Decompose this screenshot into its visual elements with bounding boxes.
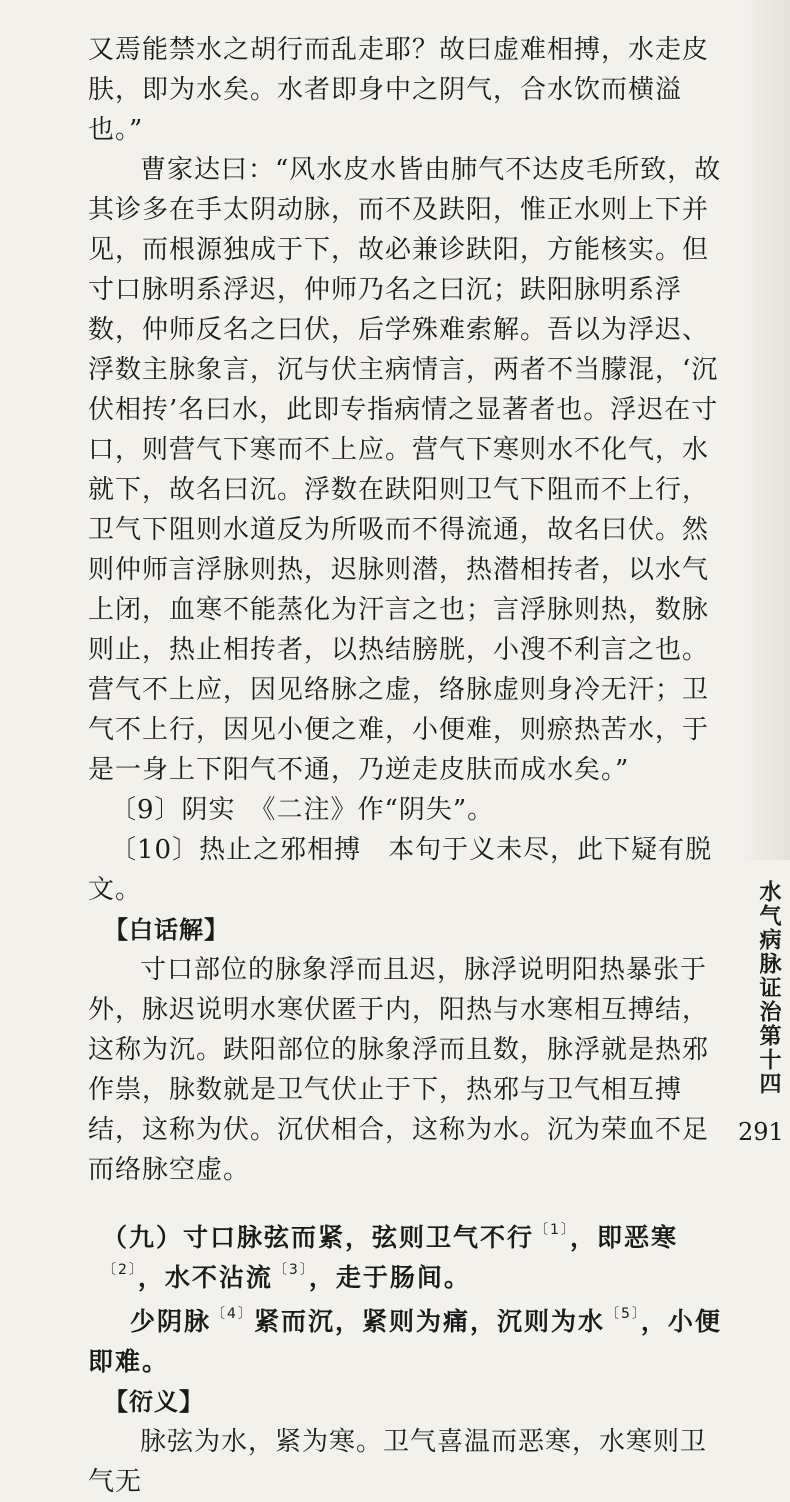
note-10: 〔10〕热止之邪相搏 本句于义未尽，此下疑有脱文。 xyxy=(88,835,713,905)
heading-baihuajie-label: 【白话解】 xyxy=(104,916,229,944)
paragraph-yanyi: 脉弦为水，紧为寒。卫气喜温而恶寒，水寒则卫气无 xyxy=(88,1427,708,1497)
clause-shaoyin-part-c: ，小便即难。 xyxy=(88,1307,722,1376)
paragraph-cao-jiada: 曹家达曰：“风水皮水皆由肺气不达皮毛所致，故其诊多在手太阴动脉，而不及趺阳，惟正水则上下并见，而根源独成于下，故必兼诊趺阳，方能核实。但寸口脉明系浮迟，仲师乃名之曰沉；趺阳脉明系浮数，仲师反名之曰伏，后学殊难索解。吾以为浮迟、浮数主脉象言，沉与伏主病情言，两者不当朦混，‘沉伏相抟’名曰水，此即专指病情之显著者也。浮迟在寸口，则营气下寒而不上应。营气下寒则水不化气，水就下，故名曰沉。浮数在趺阳则卫气下阻而不上行，卫气下阻则水道反为所吸而不得流通，故名曰伏。然则仲师言浮脉则热，迟脉则潜，热潜相抟者，以水气上闭，血寒不能蒸化为汗言之也；言浮脉则热，数脉则止，热止相抟者，以热结膀胱，小溲不利言之也。营气不上应，因见络脉之虚，络脉虚则身冷无汗；卫气不上行，因见小便之难，小便难，则瘀热苦水，于是一身上下阳气不通，乃逆走皮肤而成水矣。” xyxy=(88,155,722,785)
main-text xyxy=(88,30,728,1502)
footnote-ref-3: 〔3〕 xyxy=(272,1262,309,1278)
footnote-ref-5: 〔5〕 xyxy=(604,1306,641,1322)
clause-nine xyxy=(102,1218,728,1298)
clause-nine-part-b: ，即恶寒 xyxy=(569,1223,678,1252)
heading-yanyi-label: 【衍义】 xyxy=(104,1388,204,1416)
clause-nine-part-a: （九）寸口脉弦而紧，弦则卫气不行 xyxy=(102,1223,535,1252)
page-number: 291 xyxy=(738,1118,784,1146)
footnote-ref-1: 〔1〕 xyxy=(534,1222,570,1238)
running-chapter-title: 水气病脉证治第十四 xyxy=(756,880,781,1096)
clause-nine-part-d: ，走于肠间。 xyxy=(308,1263,471,1292)
paragraph-baihuajie: 寸口部位的脉象浮而且迟，脉浮说明阳热暴张于外，脉迟说明水寒伏匿于内，阳热与水寒相互搏结，这称为沉。趺阳部位的脉象浮而且数，脉浮就是热邪作祟，脉数就是卫气伏止于下，热邪与卫气相互搏结，这称为伏。沉伏相合，这称为水。沉为荣血不足而络脉空虚。 xyxy=(88,955,710,1185)
paragraph-continuation: 又焉能禁水之胡行而乱走耶？故曰虚难相搏，水走皮肤，即为水矣。水者即身中之阴气，合水饮而横溢也。” xyxy=(88,35,710,145)
clause-shaoyin xyxy=(88,1302,728,1382)
clause-nine-part-c: ，水不沾流 xyxy=(137,1263,273,1292)
facing-page-bleed xyxy=(738,0,790,860)
footnote-ref-4: 〔4〕 xyxy=(211,1306,254,1322)
section-gap xyxy=(88,1190,728,1218)
clause-shaoyin-part-a: 少阴脉 xyxy=(130,1307,212,1336)
clause-shaoyin-part-b: 紧而沉，紧则为痛，沉则为水 xyxy=(253,1307,605,1336)
heading-yanyi xyxy=(88,1382,728,1422)
heading-baihuajie xyxy=(88,910,728,950)
note-9: 〔9〕阴实 《二注》作“阴失”。 xyxy=(110,795,495,825)
footnote-ref-2: 〔2〕 xyxy=(102,1262,138,1278)
